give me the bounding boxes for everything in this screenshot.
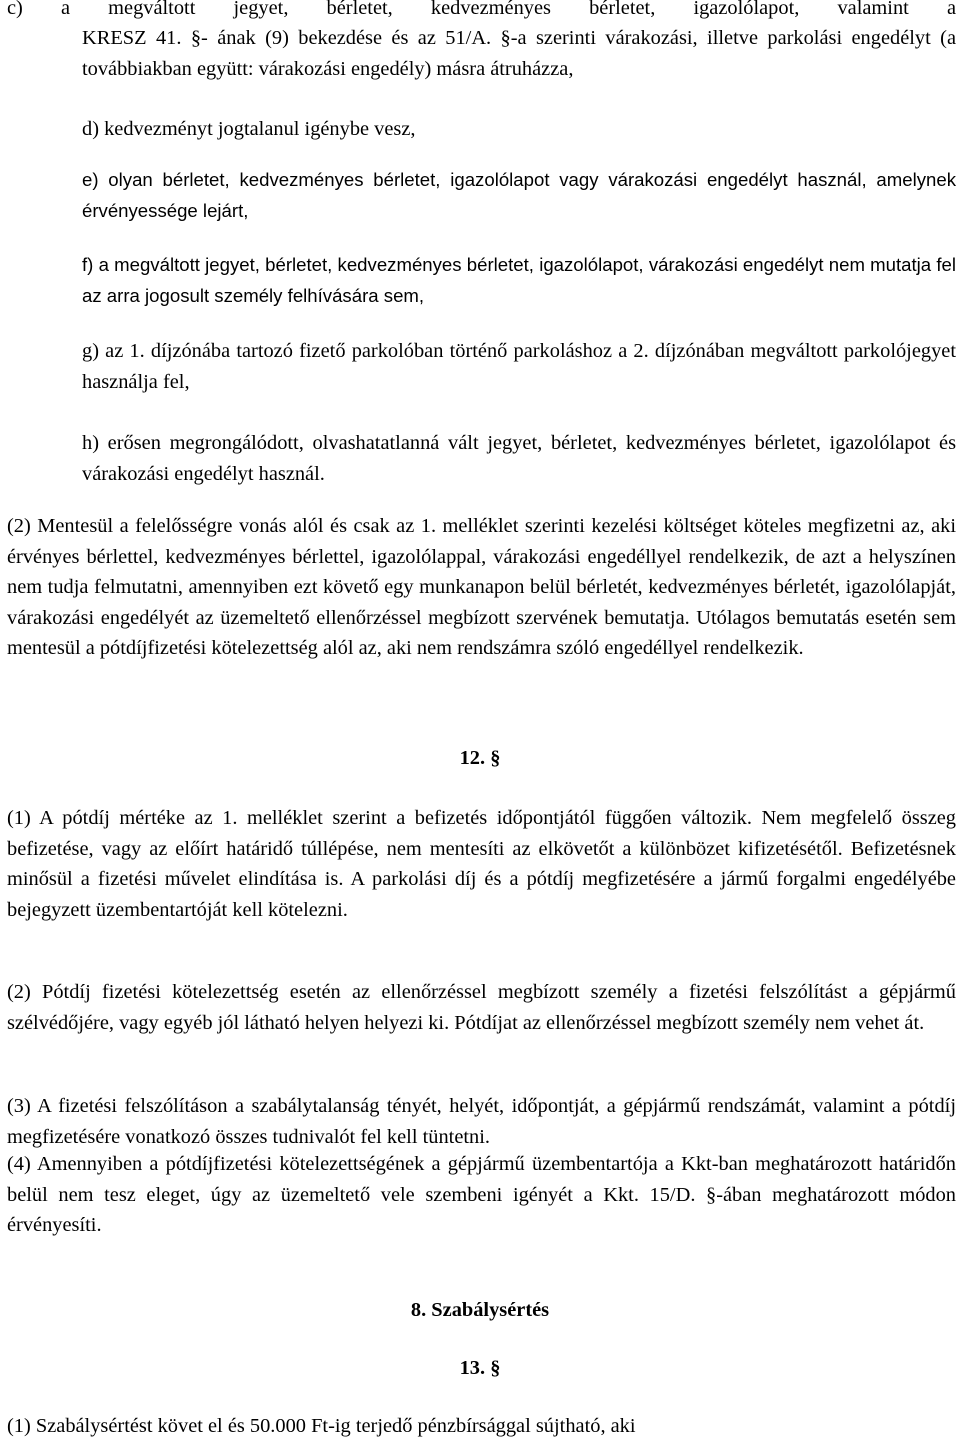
section-heading-13: 13. § (459, 1357, 501, 1379)
paragraph-12-3: (3) A fizetési felszólításon a szabálytalanság tényét, helyét, időpontját, a gépjármű rendszámát, valamint a pótdíj megfizetésére vonatkozó összes tudnivalót fel kell tüntetni. (7, 1095, 956, 1148)
paragraph-12-1: (1) A pótdíj mértéke az 1. melléklet szerint a befizetés időpontjától függően változik. Nem megfelelő összeg befizetése, vagy az előírt határidő túllépése, nem mentesíti az elkövetőt a különbözet kifizetésétől. Befizetésnek minősül a fizetési művelet elindítása is. A parkolási díj és a pótdíj megfizetésére a jármű forgalmi engedélyébe bejegyzett üzembentartóját kell kötelezni. (7, 807, 956, 921)
item-g: g) az 1. díjzónába tartozó fizető parkolóban történő parkoláshoz a 2. díjzónában megváltott parkolójegyet használja fel, (82, 340, 956, 393)
item-d: d) kedvezményt jogtalanul igénybe vesz, (82, 118, 416, 140)
paragraph-12-4: (4) Amennyiben a pótdíjfizetési kötelezettségének a gépjármű üzembentartója a Kkt-ban meghatározott határidőn belül nem tesz eleget, úgy az üzemeltető vele szembeni igényét a Kkt. 15/D. §-ában meghatározott módon érvényesíti. (7, 1153, 956, 1236)
item-h: h) erősen megrongálódott, olvashatatlanná vált jegyet, bérletet, kedvezményes bérletet, igazolólapot és várakozási engedélyt használ. (82, 432, 956, 485)
item-c-continuation: KRESZ 41. §- ának (9) bekezdése és az 51/A. §-a szerinti várakozási, illetve parkolási engedélyt (a továbbiakban együtt: várakozási engedély) másra átruházza, (82, 27, 956, 80)
item-f: f) a megváltott jegyet, bérletet, kedvezményes bérletet, igazolólapot, várakozási engedélyt nem mutatja fel az arra jogosult személy felhívására sem, (82, 254, 956, 306)
item-e: e) olyan bérletet, kedvezményes bérletet, igazolólapot vagy várakozási engedélyt használ, amelynek érvényessége lejárt, (82, 169, 956, 221)
item-c-first-line: c) a megváltott jegyet, bérletet, kedvezményes bérletet, igazolólapot, valamint a (7, 0, 956, 19)
section-heading-12: 12. § (459, 747, 501, 769)
paragraph-12-2: (2) Pótdíj fizetési kötelezettség esetén az ellenőrzéssel megbízott személy a fizetési felszólítást a gépjármű szélvédőjére, vagy egyéb jól látható helyen helyezi ki. Pótdíjat az ellenőrzéssel megbízott személy nem vehet át. (7, 981, 956, 1034)
paragraph-11-2: (2) Mentesül a felelősségre vonás alól és csak az 1. melléklet szerinti kezelési költséget köteles megfizetni az, aki érvényes bérlettel, kedvezményes bérlettel, igazolólappal, várakozási engedéllyel rendelkezik, de azt a helyszínen nem tudja felmutatni, amennyiben ezt követő egy munkanapon belül bérletét, kedvezményes bérletét, igazolólapját, várakozási engedélyét az üzemeltető ellenőrzéssel megbízott szervének bemutatja. Utólagos bemutatás esetén sem mentesül a pótdíjfizetési kötelezettség alól az, aki nem rendszámra szóló engedéllyel rendelkezik. (7, 515, 956, 659)
chapter-heading-8: 8. Szabálysértés (410, 1299, 550, 1321)
paragraph-13-1: (1) Szabálysértést követ el és 50.000 Ft-ig terjedő pénzbírsággal sújtható, aki (7, 1415, 636, 1437)
